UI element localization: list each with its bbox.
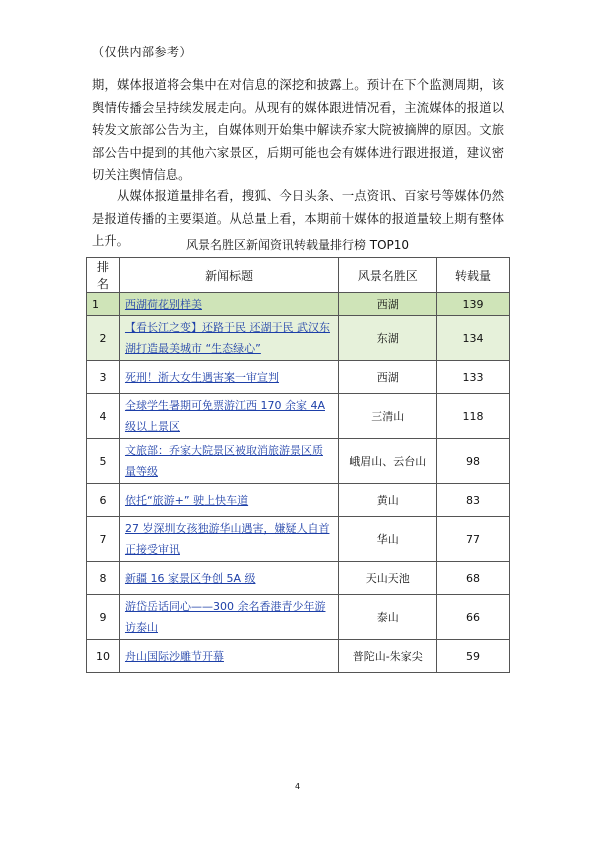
table-row: [87, 316, 510, 361]
table-row: [87, 394, 510, 439]
row-rank: 10: [87, 640, 120, 673]
news-title-link[interactable]: 舟山国际沙雕节开幕: [119, 640, 338, 673]
header-spot: 风景名胜区: [339, 258, 437, 293]
row-spot: 黄山: [339, 484, 437, 517]
row-spot: 西湖: [339, 293, 437, 316]
row-spot: 普陀山-朱家尖: [339, 640, 437, 673]
row-count: 134: [437, 316, 510, 361]
row-count: 83: [437, 484, 510, 517]
row-count: 59: [437, 640, 510, 673]
row-rank: 8: [87, 562, 120, 595]
row-rank: 4: [87, 394, 120, 439]
news-title-link[interactable]: 死刑！浙大女生遇害案一审宣判: [119, 361, 338, 394]
row-rank: 5: [87, 439, 120, 484]
news-title-link[interactable]: 27 岁深圳女孩独游华山遇害，嫌疑人自首正接受审讯: [119, 517, 338, 562]
row-rank: 2: [87, 316, 120, 361]
table-row: [87, 484, 510, 517]
header-rank: 排名: [87, 258, 120, 293]
paragraph-1: 期，媒体报道将会集中在对信息的深挖和披露上。预计在下个监测周期，该舆情传播会呈持续发展走向。从现有的媒体跟进情况看，主流媒体的报道以转发文旅部公告为主，自媒体则开始集中解读乔家大院被摘牌的原因。文旅部公告中提到的其他六家景区，后期可能也会有媒体进行跟进报道，建议密切关注舆情信息。: [92, 78, 504, 182]
paragraph-2: 从媒体报道量排名看，搜狐、今日头条、一点资讯、百家号等媒体仍然是报道传播的主要渠道。从总量上看，本期前十媒体的报道量较上期有整体上升。: [92, 189, 504, 248]
row-count: 66: [437, 595, 510, 640]
row-spot: 泰山: [339, 595, 437, 640]
row-count: 68: [437, 562, 510, 595]
news-title-link[interactable]: 全球学生暑期可免票游江西 170 余家 4A 级以上景区: [119, 394, 338, 439]
ranking-table: [86, 257, 510, 673]
row-count: 139: [437, 293, 510, 316]
row-spot: 西湖: [339, 361, 437, 394]
row-spot: 三清山: [339, 394, 437, 439]
news-title-link[interactable]: 文旅部：乔家大院景区被取消旅游景区质量等级: [119, 439, 338, 484]
table-header-row: [87, 258, 510, 293]
table-row: [87, 361, 510, 394]
news-title-link[interactable]: 依托“旅游+” 驶上快车道: [119, 484, 338, 517]
table-row: [87, 640, 510, 673]
table-caption: 风景名胜区新闻资讯转载量排行榜 TOP10: [185, 238, 410, 252]
row-spot: 天山天池: [339, 562, 437, 595]
table-row: [87, 293, 510, 316]
table-row: [87, 517, 510, 562]
news-title-link[interactable]: 【看长江之变】还路于民 还湖于民 武汉东湖打造最美城市 “生态绿心”: [119, 316, 338, 361]
row-spot: 华山: [339, 517, 437, 562]
row-count: 118: [437, 394, 510, 439]
row-count: 133: [437, 361, 510, 394]
table-row: [87, 439, 510, 484]
row-rank: 1: [87, 293, 120, 316]
row-spot: 东湖: [339, 316, 437, 361]
news-title-link[interactable]: 新疆 16 家景区争创 5A 级: [119, 562, 338, 595]
table-row: [87, 562, 510, 595]
row-count: 98: [437, 439, 510, 484]
header-note: （仅供内部参考）: [92, 45, 193, 59]
row-rank: 3: [87, 361, 120, 394]
header-title: 新闻标题: [119, 258, 338, 293]
news-title-link[interactable]: 西湖荷花别样美: [119, 293, 338, 316]
row-rank: 9: [87, 595, 120, 640]
row-rank: 7: [87, 517, 120, 562]
table-row: [87, 595, 510, 640]
row-count: 77: [437, 517, 510, 562]
row-spot: 峨眉山、云台山: [339, 439, 437, 484]
page-number: 4: [294, 782, 301, 791]
news-title-link[interactable]: 游岱岳话同心——300 余名香港青少年游访泰山: [119, 595, 338, 640]
row-rank: 6: [87, 484, 120, 517]
header-count: 转载量: [437, 258, 510, 293]
